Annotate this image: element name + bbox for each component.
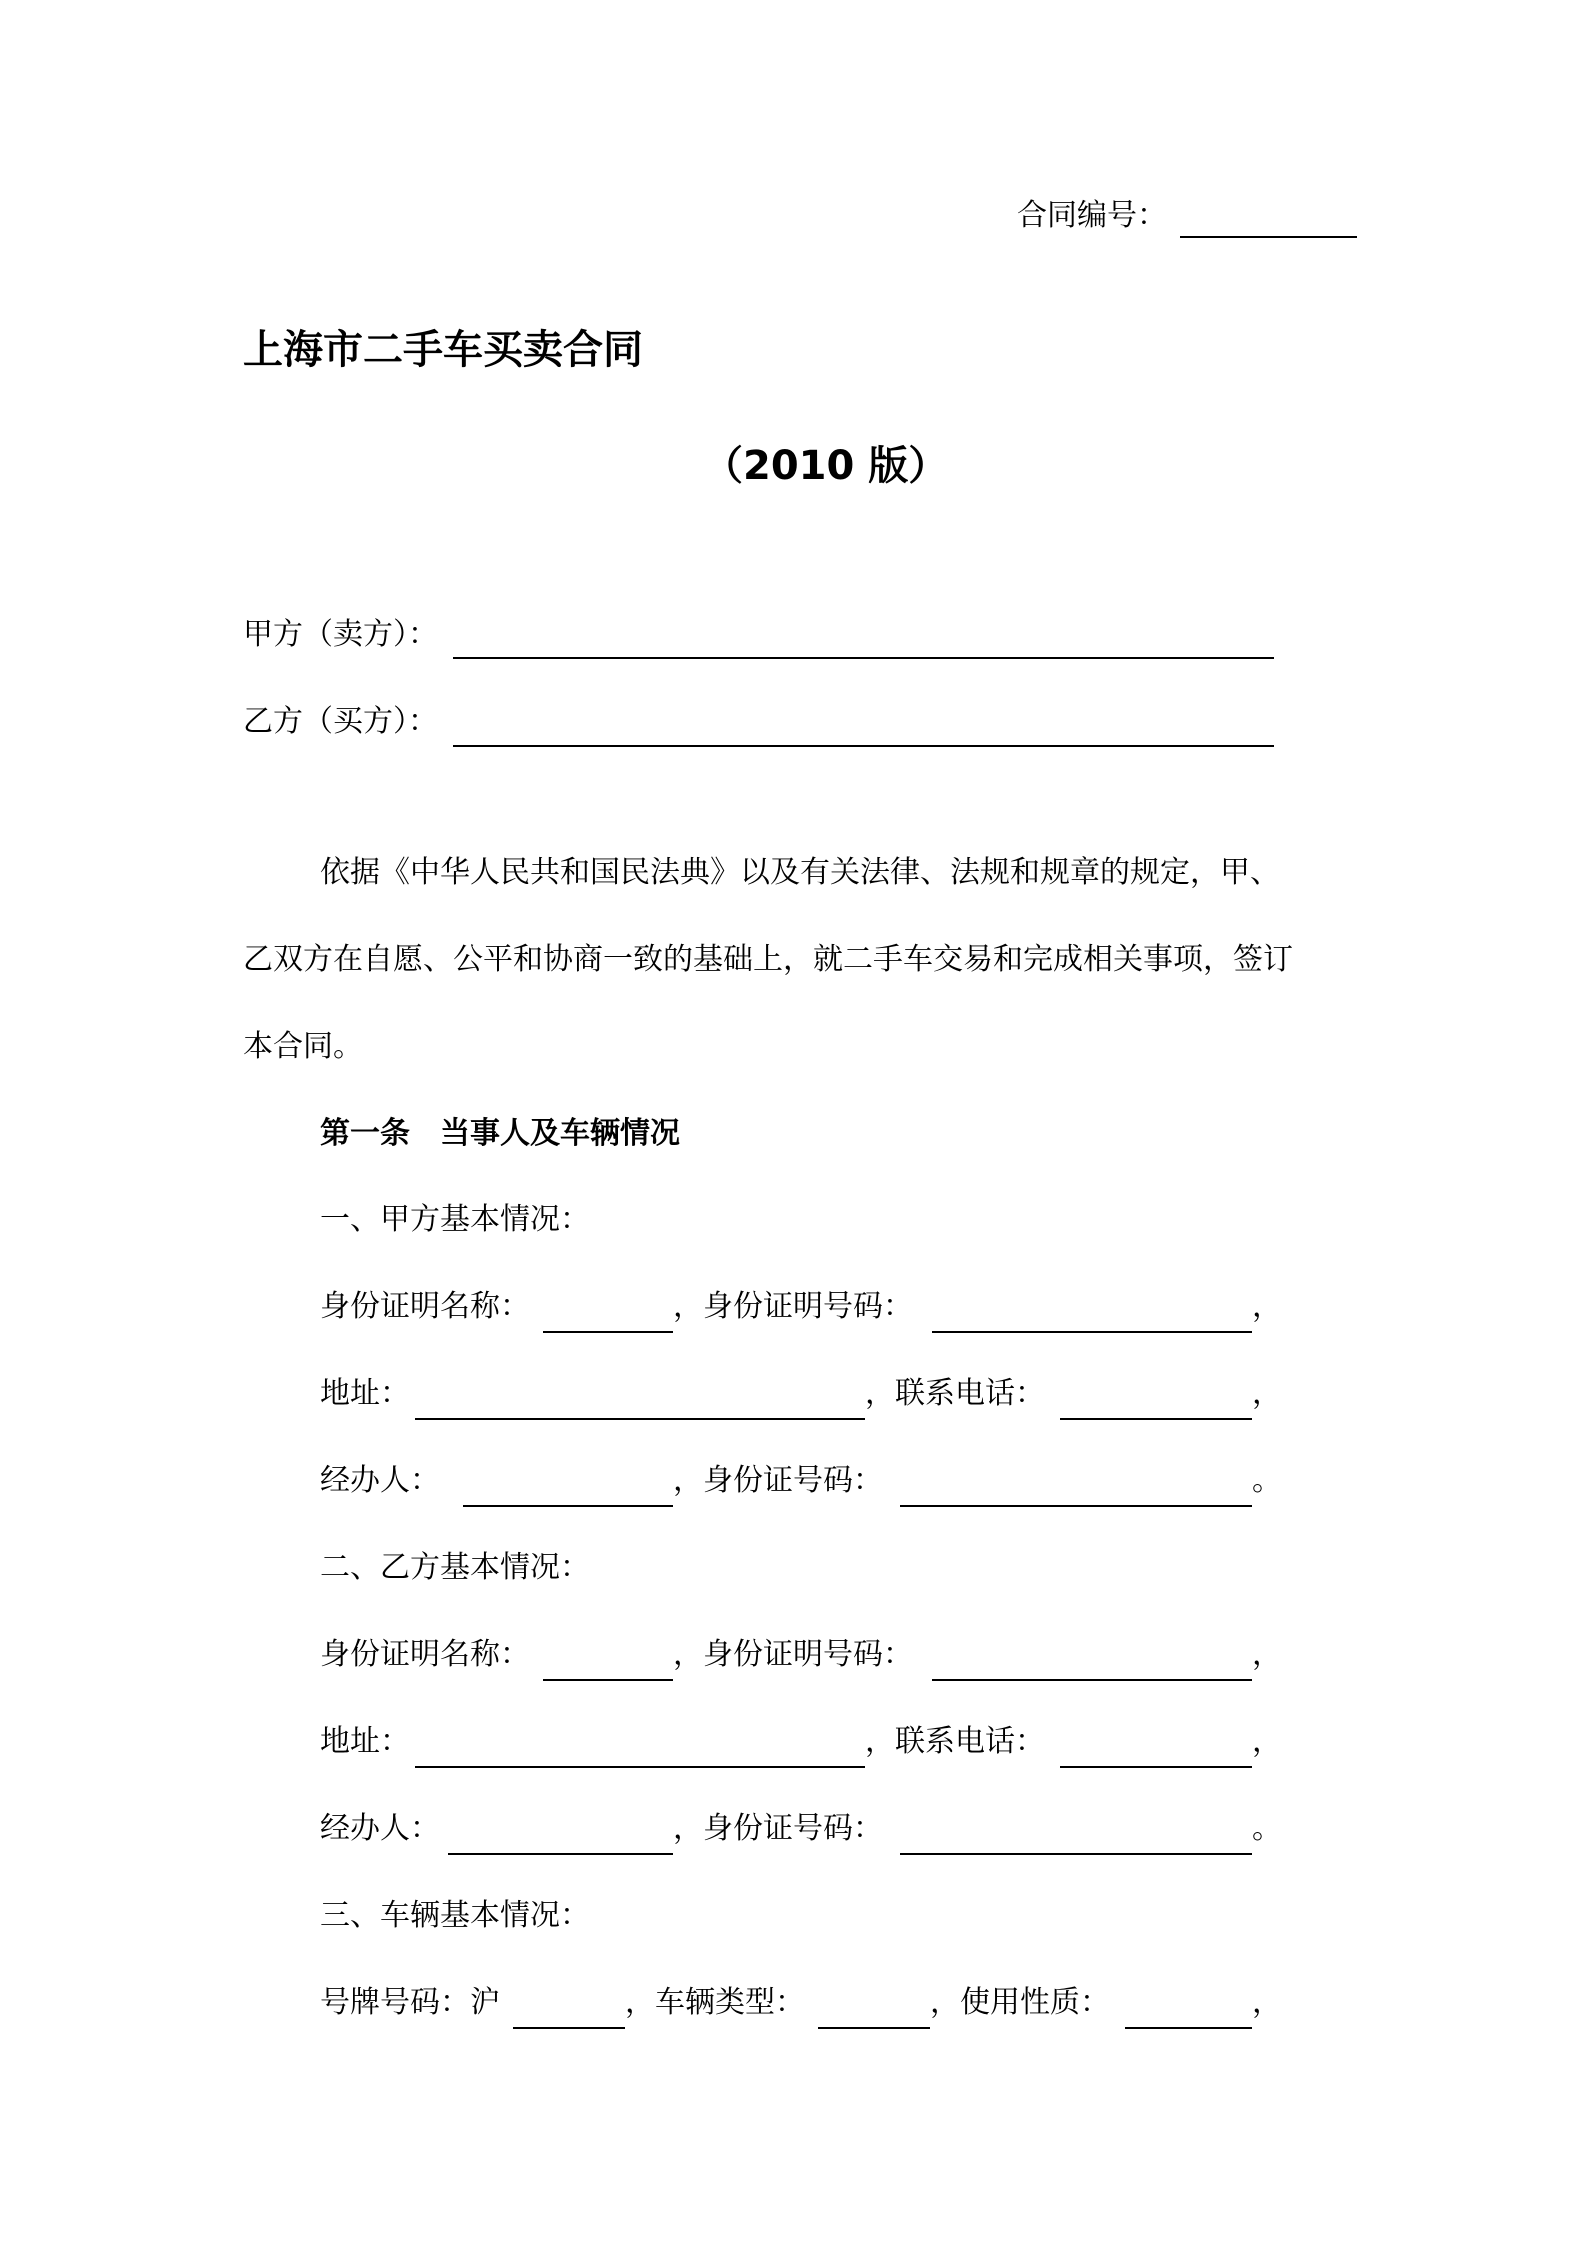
article-1-heading: 第一条 当事人及车辆情况 (320, 1116, 680, 1151)
party-b-address-label: 地址： (320, 1724, 410, 1759)
party-b-id-name-field[interactable] (543, 1679, 673, 1681)
comma: ， (1252, 1637, 1282, 1672)
party-a-agent-field[interactable] (463, 1505, 673, 1507)
party-b-phone-field[interactable] (1060, 1766, 1252, 1768)
party-b-id-name-label: 身份证明名称： (320, 1637, 530, 1672)
party-a-id-name-field[interactable] (543, 1331, 673, 1333)
party-a-id-number-label: ，身份证明号码： (673, 1289, 913, 1324)
party-b-field[interactable] (453, 745, 1274, 747)
party-a-id-name-label: 身份证明名称： (320, 1289, 530, 1324)
usage-nature-label: ，使用性质： (930, 1985, 1110, 2020)
party-a-agent-id-field[interactable] (900, 1505, 1252, 1507)
party-a-label: 甲方（卖方）： (243, 617, 438, 652)
plate-number-label: 号牌号码：沪 (320, 1985, 500, 2020)
preamble-line-2: 乙双方在自愿、公平和协商一致的基础上，就二手车交易和完成相关事项，签订 (243, 942, 1293, 977)
party-a-id-number-field[interactable] (932, 1331, 1252, 1333)
usage-nature-field[interactable] (1125, 2027, 1252, 2029)
party-a-section-heading: 一、甲方基本情况： (320, 1202, 590, 1237)
party-a-field[interactable] (453, 657, 1274, 659)
party-b-agent-field[interactable] (448, 1853, 673, 1855)
party-a-phone-label: ，联系电话： (865, 1376, 1045, 1411)
period: 。 (1252, 1811, 1282, 1846)
party-b-section-heading: 二、乙方基本情况： (320, 1550, 590, 1585)
party-a-phone-field[interactable] (1060, 1418, 1252, 1420)
party-b-agent-label: 经办人： (320, 1811, 440, 1846)
party-a-agent-label: 经办人： (320, 1463, 440, 1498)
contract-number-field[interactable] (1180, 236, 1357, 238)
party-b-address-field[interactable] (415, 1766, 865, 1768)
edition-label: （2010 版） (703, 443, 949, 489)
party-b-id-number-label: ，身份证明号码： (673, 1637, 913, 1672)
preamble-line-1: 依据《中华人民共和国民法典》以及有关法律、法规和规章的规定，甲、 (320, 855, 1280, 890)
party-a-address-field[interactable] (415, 1418, 865, 1420)
party-b-agent-id-field[interactable] (900, 1853, 1252, 1855)
contract-number-label: 合同编号： (1017, 198, 1167, 233)
vehicle-type-label: ，车辆类型： (625, 1985, 805, 2020)
preamble-line-3: 本合同。 (243, 1029, 363, 1064)
period: 。 (1252, 1463, 1282, 1498)
party-a-agent-id-label: ，身份证号码： (673, 1463, 883, 1498)
comma: ， (1252, 1376, 1282, 1411)
comma: ， (1252, 1289, 1282, 1324)
party-b-phone-label: ，联系电话： (865, 1724, 1045, 1759)
party-b-label: 乙方（买方）： (243, 704, 438, 739)
party-b-agent-id-label: ，身份证号码： (673, 1811, 883, 1846)
document-title: 上海市二手车买卖合同 (243, 327, 643, 373)
party-b-id-number-field[interactable] (932, 1679, 1252, 1681)
vehicle-section-heading: 三、车辆基本情况： (320, 1898, 590, 1933)
comma: ， (1252, 1724, 1282, 1759)
comma: ， (1252, 1985, 1282, 2020)
vehicle-type-field[interactable] (818, 2027, 930, 2029)
plate-number-field[interactable] (513, 2027, 625, 2029)
party-a-address-label: 地址： (320, 1376, 410, 1411)
